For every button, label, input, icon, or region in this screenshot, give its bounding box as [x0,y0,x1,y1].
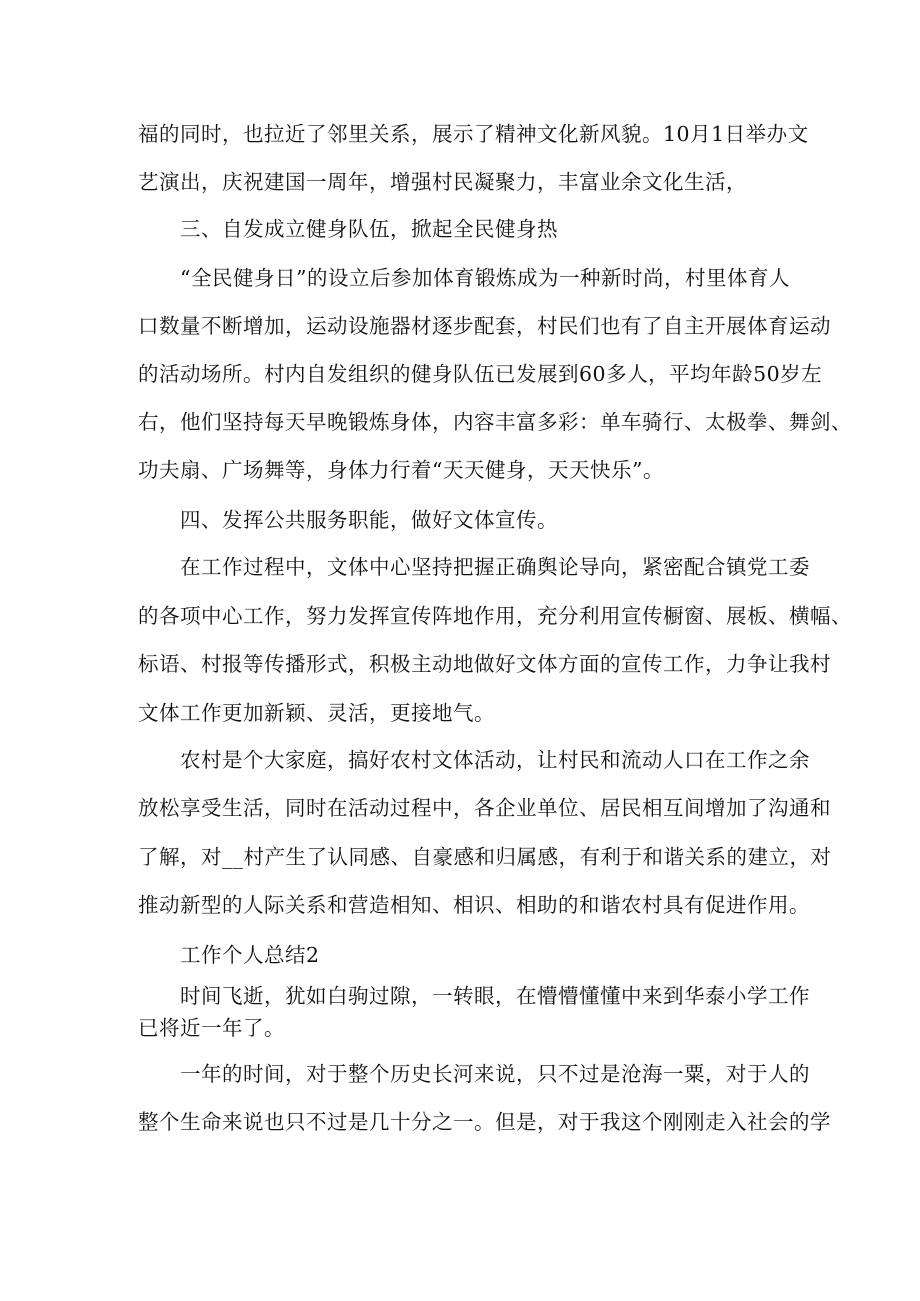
text-line: 一年的时间，对于整个历史长河来说，只不过是沧海一粟，对于人的 [180,1062,810,1086]
text-line: 的活动场所。村内自发组织的健身队伍已发展到60多人，平均年龄50岁左 [138,362,823,386]
text-line: 福的同时，也拉近了邻里关系，展示了精神文化新风貌。10月1日举办文 [138,122,809,146]
text-line: 放松享受生活，同时在活动过程中，各企业单位、居民相互间增加了沟通和 [138,796,831,820]
text-line: 推动新型的人际关系和营造相知、相识、相助的和谐农村具有促进作用。 [138,893,810,917]
section-heading: 四、发挥公共服务职能，做好文体宣传。 [180,508,558,532]
text-line: 农村是个大家庭，搞好农村文体活动，让村民和流动人口在工作之余 [180,748,810,772]
text-line: 右，他们坚持每天早晚锻炼身体，内容丰富多彩：单车骑行、太极拳、舞剑、 [138,410,852,434]
section-title: 工作个人总结2 [180,943,320,967]
text-line: 整个生命来说也只不过是几十分之一。但是，对于我这个刚刚走入社会的学 [138,1110,831,1134]
text-line: 口数量不断增加，运动设施器材逐步配套，村民们也有了自主开展体育运动 [138,314,831,338]
text-line: 标语、村报等传播形式，积极主动地做好文体方面的宣传工作，力争让我村 [138,652,831,676]
text-line: 在工作过程中，文体中心坚持把握正确舆论导向，紧密配合镇党工委 [180,555,810,579]
text-line: 的各项中心工作，努力发挥宣传阵地作用，充分利用宣传橱窗、展板、横幅、 [138,604,852,628]
section-heading: 三、自发成立健身队伍，掀起全民健身热 [180,217,558,241]
text-line: “全民健身日”的设立后参加体育锻炼成为一种新时尚，村里体育人 [180,266,790,290]
text-line: 时间飞逝，犹如白驹过隙，一转眼，在懵懵懂懂中来到华泰小学工作 [180,984,810,1008]
text-line: 文体工作更加新颖、灵活，更接地气。 [138,701,495,725]
text-line: 艺演出，庆祝建国一周年，增强村民凝聚力，丰富业余文化生活， [138,170,747,194]
text-line: 了解，对__村产生了认同感、自豪感和归属感，有利于和谐关系的建立，对 [138,845,832,869]
text-line: 已将近一年了。 [138,1016,285,1040]
text-line: 功夫扇、广场舞等，身体力行着“天天健身，天天快乐”。 [138,458,664,482]
